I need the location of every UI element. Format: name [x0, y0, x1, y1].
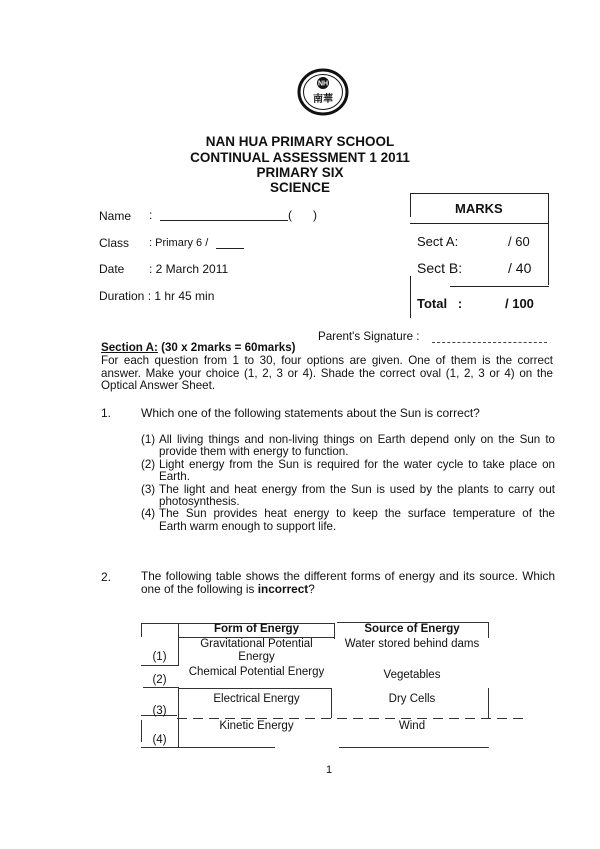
q1-options — [141, 434, 555, 533]
q1-option-1-line-2: provide them with energy to function. — [159, 445, 349, 459]
table-header-source: Source of Energy — [364, 623, 460, 635]
total-label: Total : — [417, 296, 463, 311]
marks-box — [410, 193, 549, 318]
table-row-2-source: Vegetables — [383, 669, 441, 681]
q1-option-1-line-1: All living things and non-living things on Earth depend only on the Sun to — [159, 433, 555, 446]
sect-a-label: Sect A: — [417, 234, 459, 249]
q1-text: Which one of the following statements about the Sun is correct? — [141, 406, 480, 420]
q1-option-2-line-2: Earth. — [159, 470, 190, 484]
level-title: PRIMARY SIX — [256, 165, 344, 180]
table-row-2-num: (2) — [152, 674, 167, 686]
date-label: Date — [99, 262, 125, 276]
q2-number: 2. — [101, 570, 112, 584]
assessment-title: CONTINUAL ASSESSMENT 1 2011 — [190, 150, 410, 165]
q1-option-3-line-2: photosynthesis. — [159, 495, 240, 509]
name-colon: : — [149, 208, 153, 222]
name-bracket-open: ( — [288, 208, 292, 222]
q2-line-2-post: ? — [308, 582, 315, 596]
school-logo — [297, 68, 349, 116]
q1-option-4-line-1: The Sun provides heat energy to keep the surface temperature of the — [159, 507, 555, 521]
parent-signature-line[interactable] — [432, 342, 547, 343]
class-label: Class — [99, 236, 130, 250]
section-a-heading — [101, 342, 296, 355]
q1-option-4[interactable] — [141, 508, 555, 533]
instruction-line-1: For each question from 1 to 30, four options are given. One of them is the correct — [101, 354, 553, 367]
q2-line-1: The following table shows the different forms of energy and its source. Which — [141, 569, 555, 583]
table-row-2-form: Chemical Potential Energy — [188, 666, 325, 678]
name-bracket-close: ) — [313, 208, 317, 222]
q2-line-2 — [141, 583, 555, 596]
instruction-line-2: answer. Make your choice (1, 2, 3 or 4). Shade the correct oval (1, 2, 3 or 4) on the — [101, 366, 553, 380]
sect-b-value: / 40 — [508, 260, 532, 276]
q1-option-2-line-1: Light energy from the Sun is required for the water cycle to take place on — [159, 457, 555, 471]
name-label: Name — [99, 209, 132, 223]
q1-option-2[interactable] — [141, 459, 555, 484]
q1-option-2-num: (2) — [141, 457, 156, 471]
duration: Duration : 1 hr 45 min — [99, 289, 215, 303]
section-a-marks: (30 x 2marks = 60marks) — [157, 341, 296, 354]
subject-title: SCIENCE — [269, 180, 330, 195]
class-value: : Primary 6 / — [149, 237, 209, 249]
q1-option-3-line-1: The light and heat energy from the Sun is used by the plants to carry out — [159, 482, 555, 496]
table-row-1-form-line-2: Energy — [238, 651, 275, 663]
date-value: : 2 March 2011 — [149, 262, 229, 276]
class-line[interactable] — [216, 248, 244, 249]
school-name: NAN HUA PRIMARY SCHOOL — [205, 134, 395, 149]
q1-option-3-num: (3) — [141, 482, 156, 496]
energy-table — [141, 620, 491, 750]
table-row-1-num: (1) — [152, 651, 167, 663]
page-number: 1 — [326, 764, 333, 776]
q1-option-4-num: (4) — [141, 507, 156, 521]
q1-option-3[interactable] — [141, 484, 555, 509]
section-a-instructions — [101, 355, 553, 393]
logo-monogram: NH — [317, 80, 329, 88]
total-value: / 100 — [505, 296, 534, 311]
table-row-3-source: Dry Cells — [388, 693, 436, 705]
q1-option-1-num: (1) — [141, 433, 156, 446]
section-a-title: Section A: — [101, 341, 158, 354]
q1-option-1[interactable] — [141, 434, 555, 459]
q2-text — [141, 570, 555, 596]
table-header-form: Form of Energy — [214, 623, 299, 635]
table-row-1-form — [178, 638, 335, 664]
table-row-4-num: (4) — [152, 734, 167, 746]
q1-number: 1. — [101, 406, 112, 420]
q2-line-2-bold: incorrect — [257, 582, 309, 596]
q1-option-4-line-2: Earth warm enough to support life. — [159, 519, 337, 533]
table-row-1-form-line-1: Gravitational Potential — [200, 638, 313, 650]
table-row-1-source: Water stored behind dams — [344, 638, 480, 650]
table-row-4-form: Kinetic Energy — [219, 720, 294, 732]
name-line[interactable] — [160, 220, 288, 221]
sect-a-value: / 60 — [508, 234, 530, 249]
table-row-3-num: (3) — [152, 705, 167, 717]
logo-chinese: 南華 — [313, 94, 333, 105]
table-row-3-form: Electrical Energy — [213, 693, 300, 705]
instruction-line-3: Optical Answer Sheet. — [101, 379, 216, 393]
sect-b-label: Sect B: — [417, 260, 463, 276]
parent-signature-label: Parent's Signature : — [318, 330, 420, 343]
q2-line-2-pre: one of the following is — [141, 582, 258, 596]
marks-title: MARKS — [455, 201, 503, 216]
table-row-4-source: Wind — [398, 720, 426, 732]
